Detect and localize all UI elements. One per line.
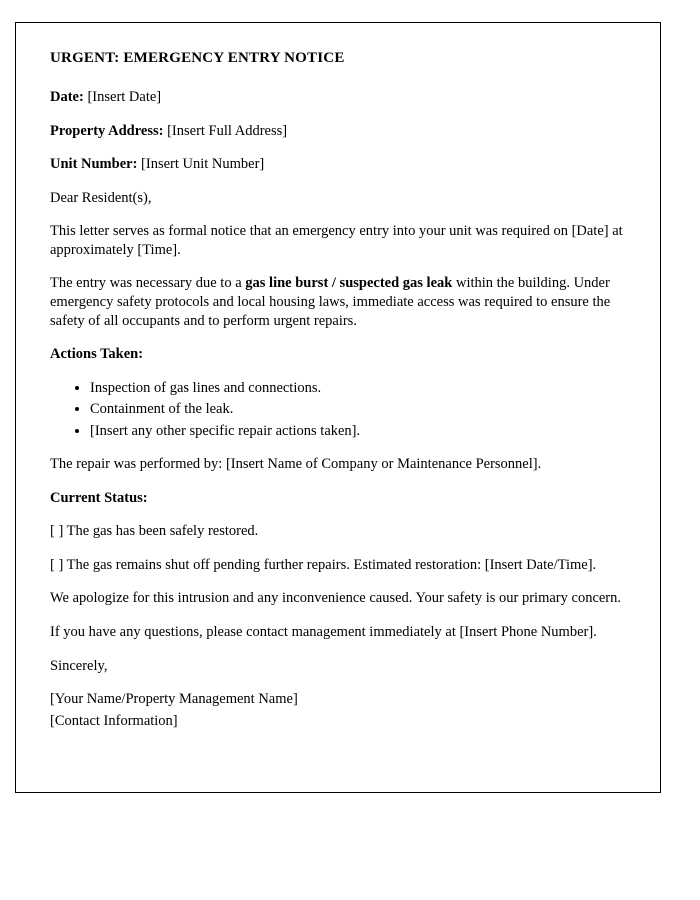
letter-frame xyxy=(15,22,661,793)
unit-number-line xyxy=(50,155,624,174)
repair-performed-paragraph: The repair was performed by: [Insert Name of Company or Maintenance Personnel]. xyxy=(50,456,542,473)
signature-contact-line: [Contact Information] xyxy=(50,712,178,729)
current-status-heading: Current Status: xyxy=(50,489,148,506)
letter-body xyxy=(50,49,624,730)
apology-paragraph: We apologize for this intrusion and any inconvenience caused. Your safety is our primary concern. xyxy=(50,590,622,607)
signature-name-line: [Your Name/Property Management Name] xyxy=(50,691,298,708)
action-item: • [Insert any other specific repair actions taken]. xyxy=(90,422,624,441)
actions-taken-heading: Actions Taken: xyxy=(50,346,144,363)
unit-number-label: Unit Number: xyxy=(50,156,138,173)
date-label: Date: xyxy=(50,89,84,106)
actions-list xyxy=(50,379,624,441)
signature-block xyxy=(50,690,624,730)
reason-text-pre: The entry was necessary due to a xyxy=(50,275,246,292)
closing: Sincerely, xyxy=(50,657,108,674)
contact-paragraph: If you have any questions, please contact management immediately at [Insert Phone Number]. xyxy=(50,624,597,641)
reason-paragraph xyxy=(50,274,624,330)
reason-text-post: within the building. Under emergency safety protocols and local housing laws, immediate access was required to ensure the safety of all occupants and to perform urgent repairs. xyxy=(50,275,611,329)
action-item: • Containment of the leak. xyxy=(90,400,624,419)
status-option-restored: [ ] The gas has been safely restored. xyxy=(50,523,259,540)
property-address-label: Property Address: xyxy=(50,122,164,139)
date-line xyxy=(50,88,624,107)
action-item: • Inspection of gas lines and connections. xyxy=(90,379,624,398)
reason-text-bold: gas line burst / suspected gas leak xyxy=(245,275,453,292)
salutation: Dear Resident(s), xyxy=(50,189,152,206)
status-option-shutoff: [ ] The gas remains shut off pending further repairs. Estimated restoration: [Insert Date/Time]. xyxy=(50,556,597,573)
letter-title: URGENT: EMERGENCY ENTRY NOTICE xyxy=(50,50,345,66)
notice-paragraph: This letter serves as formal notice that an emergency entry into your unit was required on [Date] at approximately [Time]. xyxy=(50,223,623,258)
property-address-line xyxy=(50,122,624,141)
property-address-value: [Insert Full Address] xyxy=(163,122,288,139)
date-value: [Insert Date] xyxy=(83,89,162,106)
unit-number-value: [Insert Unit Number] xyxy=(137,156,265,173)
